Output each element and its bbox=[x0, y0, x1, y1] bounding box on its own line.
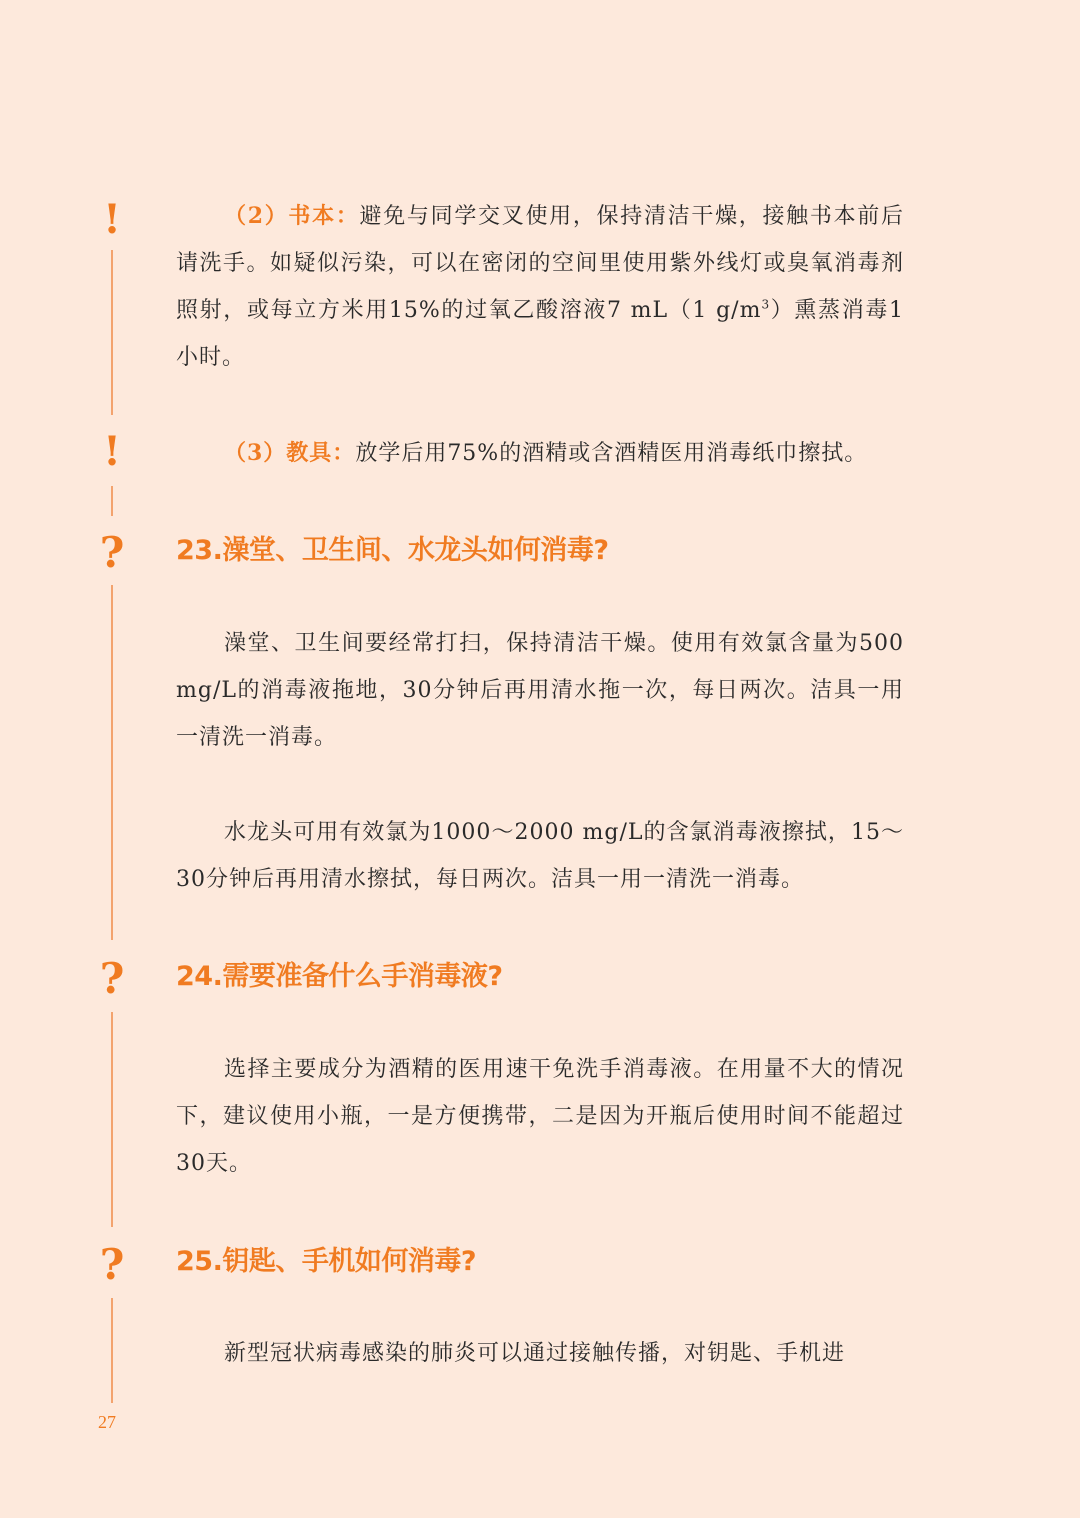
books-label: （2）书本： bbox=[224, 203, 360, 229]
margin-rule bbox=[111, 486, 113, 516]
question-icon: ? bbox=[99, 528, 125, 577]
books-text-end: ）熏蒸消毒1小时。 bbox=[176, 298, 904, 370]
question-icon: ? bbox=[99, 954, 125, 1003]
books-text: 避免与同学交叉使用，保持清洁干燥，接触书本前后请洗手。如疑似污染，可以在密闭的空间里使用紫外线灯或臭氧消毒剂照射，或每立方米用15%的过氧乙酸溶液7 mL（1 g/m bbox=[176, 204, 904, 323]
margin-rule bbox=[111, 250, 113, 415]
q24-paragraph-1: 选择主要成分为酒精的医用速干免洗手消毒液。在用量不大的情况下，建议使用小瓶，一是方便携带，二是因为开瓶后使用时间不能超过30天。 bbox=[176, 1057, 904, 1176]
books-paragraph bbox=[176, 193, 904, 381]
margin-rule bbox=[111, 585, 113, 940]
question-icon: ? bbox=[99, 1240, 125, 1289]
q23-paragraph-1: 澡堂、卫生间要经常打扫，保持清洁干燥。使用有效氯含量为500 mg/L的消毒液拖地，30分钟后再用清水拖一次，每日两次。洁具一用一清洗一消毒。 bbox=[176, 631, 904, 750]
exclamation-icon: ! bbox=[103, 196, 121, 243]
teaching-aids-paragraph bbox=[176, 430, 904, 477]
question-24-heading: 24.需要准备什么手消毒液? bbox=[176, 961, 503, 992]
q23-paragraph-2: 水龙头可用有效氯为1000～2000 mg/L的含氯消毒液擦拭，15～30分钟后再用清水擦拭，每日两次。洁具一用一清洗一消毒。 bbox=[176, 820, 904, 892]
question-23-heading: 23.澡堂、卫生间、水龙头如何消毒? bbox=[176, 535, 609, 566]
teaching-aids-text: 放学后用75%的酒精或含酒精医用消毒纸巾擦拭。 bbox=[355, 441, 868, 466]
margin-rule bbox=[111, 1298, 113, 1403]
teaching-aids-label: （3）教具： bbox=[224, 440, 356, 466]
cubic-superscript: 3 bbox=[761, 297, 771, 312]
exclamation-icon: ! bbox=[103, 428, 121, 475]
margin-rule bbox=[111, 1012, 113, 1227]
q25-paragraph-1: 新型冠状病毒感染的肺炎可以通过接触传播，对钥匙、手机进 bbox=[224, 1341, 846, 1366]
page-number: 27 bbox=[98, 1412, 116, 1432]
question-25-heading: 25.钥匙、手机如何消毒? bbox=[176, 1246, 476, 1277]
